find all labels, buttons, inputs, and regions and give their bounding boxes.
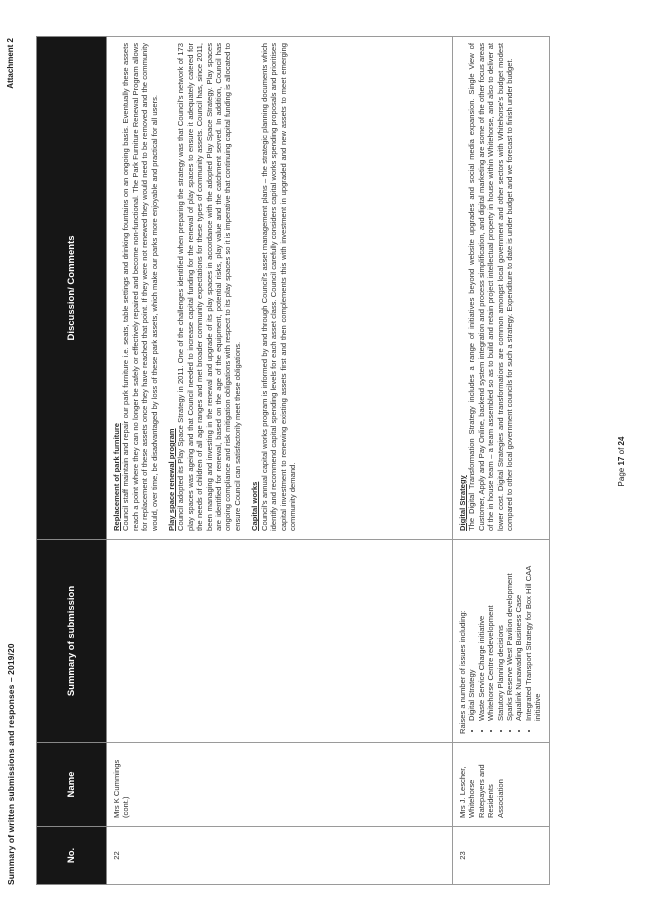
submission-summary: [453, 540, 550, 743]
page-prefix: Page: [617, 467, 626, 487]
page-footer: [617, 0, 626, 923]
page-current: 17: [617, 456, 626, 466]
list-item: • Aqualink Nunawading Business Case: [514, 546, 523, 721]
section-heading: Capital works: [250, 481, 260, 531]
comment-section: [458, 43, 514, 531]
list-item: • Whitehorse Centre redevelopment: [486, 546, 495, 721]
list-item: • Statutory Planning decisions: [496, 546, 505, 721]
table-row: [453, 37, 550, 885]
section-heading: Replacement of park furniture: [112, 422, 121, 531]
page-of: of: [617, 447, 626, 455]
section-heading: Digital Strategy: [458, 475, 467, 531]
column-header-summary: Summary of submission: [37, 540, 107, 743]
row-number: 23: [453, 827, 550, 885]
submitter-name: Mrs K Cummings (cont.): [107, 743, 453, 827]
summary-intro: Raises a number of issues including:: [458, 610, 467, 734]
list-item: • Waste Service Charge initiative: [477, 546, 486, 721]
section-text: Council staff maintain and repair our park furniture i.e. seats, table settings and drinking fountains on an ongoing basis. Eventually these assets reach a point where they can no longer be safely or effectively repaired and become non-functional. The Park Furniture Renewal Program allows for replacement of these assets once they have reached that point. If they were not renewed they would need to be removed and the community would, over time, be disadvantaged by loss of these park assets, which make our parks more enjoyable and practical for all users.: [121, 43, 159, 531]
list-item: • Sparks Reserve West Pavilion development: [505, 546, 514, 721]
comment-section: [250, 43, 297, 531]
document-title: Summary of written submissions and responses – 2019/20: [6, 643, 16, 885]
row-number: 22: [107, 827, 453, 885]
column-header-name: Name: [37, 743, 107, 827]
discussion-comments: [453, 37, 550, 540]
column-header-no: No.: [37, 827, 107, 885]
submitter-name: Mrs J. Lescher, Whitehorse Ratepayers and Residents Association: [453, 743, 550, 827]
section-text: Council's annual capital works program is informed by and through Council's asset management plans – the strategic planning documents which identify and recommend capital spending levels for each asset class. Council carefully considers capital works spending proposals and prioritises capital investment to renewing existing assets first and then complements this with investment in upgraded and new assets to meet emerging community demand.: [259, 43, 297, 531]
table-header-row: [37, 37, 107, 885]
section-heading: Play space renewal program: [167, 428, 177, 531]
comment-section: [112, 43, 159, 531]
attachment-label: Attachment 2: [6, 38, 15, 89]
list-item: • Digital Strategy: [467, 546, 476, 721]
column-header-discussion: Discussion/ Comments: [37, 37, 107, 540]
table-row: [107, 37, 453, 885]
summary-issues-list: [467, 546, 542, 734]
discussion-comments: [107, 37, 453, 540]
list-item: • Integrated Transport Strategy for Box Hill CAA initiative: [524, 546, 543, 721]
submission-summary: [107, 540, 453, 743]
section-text: The Digital Transformation Strategy includes a range of initiatives beyond website upgrades and social media expansion. Single View of Customer, Apply and Pay Online, backend system integration and process simplification, and digital marketing are some of the other focus areas of the in house team – a team assembled so as to build and retain project intellectual property in house within Whitehorse, and also to deliver at lower cost. Digital Strategies and transformations are common amongst local government and other sectors with Whitehorse's budget modest compared to other local government councils for such a strategy. Expenditure to date is under budget and we forecast to finish under budget.: [467, 43, 515, 531]
submissions-table: [36, 36, 550, 885]
comment-section: [167, 43, 242, 531]
section-text: Council adopted its Play Space Strategy in 2011. One of the challenges identified when preparing the strategy was that Council's network of 173 play spaces was ageing and that Council needed to increase capital funding for the renewal of play spaces to ensure it adequately catered for the needs of children of all age ranges and met broader community expectations for these types of community assets. Council has, since 2011, been managing and investing in the renewal and upgrade of its play spaces in accordance with the adopted Play Space Strategy. Play spaces are identified for renewal, based on the age of the equipment, potential risks, play value and the catchment served. In addition, Council has ongoing compliance and risk mitigation obligations with respect to its play spaces so it is imperative that continuing capital funding is allocated to ensure Council can satisfactorily meet these obligations.: [176, 43, 242, 531]
page-total: 24: [617, 436, 626, 446]
